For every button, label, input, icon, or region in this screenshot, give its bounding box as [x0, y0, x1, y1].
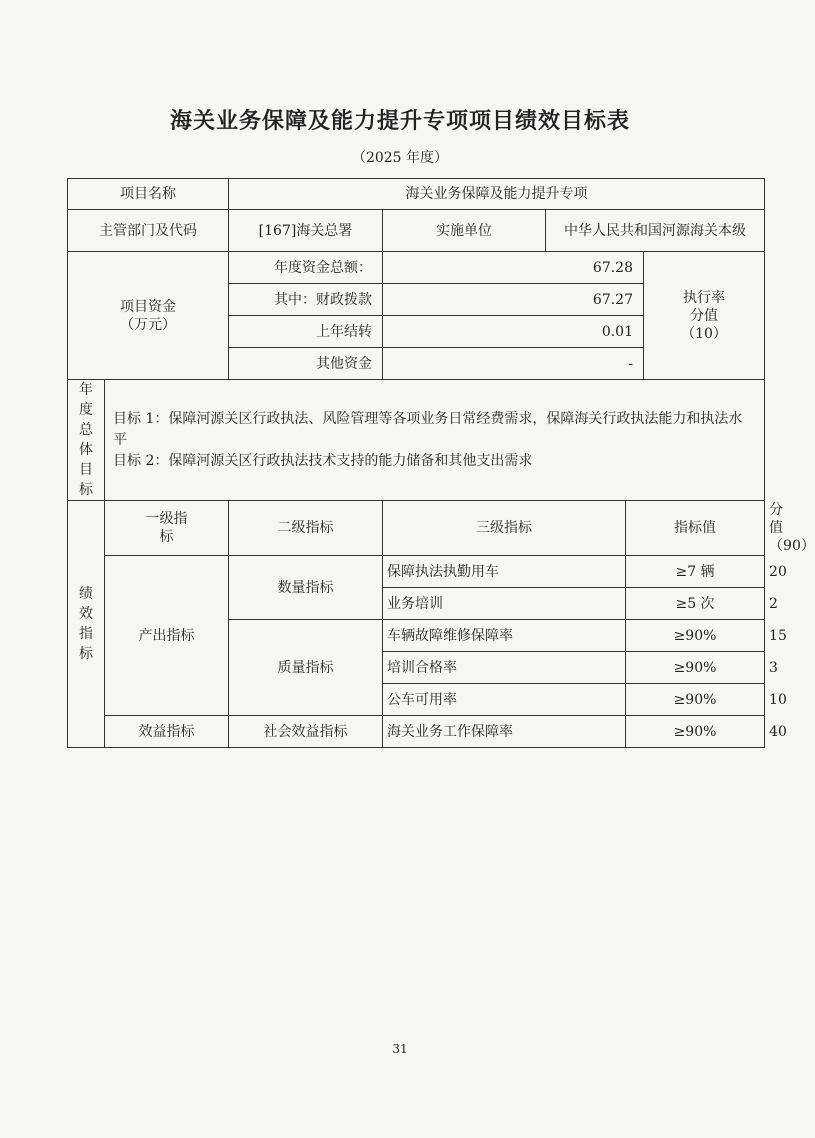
indicator-row-3-name: 车辆故障维修保障率 — [383, 620, 626, 652]
indicators-section-label-text: 绩效指标 — [79, 586, 93, 662]
fund-other-value: - — [383, 348, 644, 380]
indicator-row-5-value: ≥90% — [626, 684, 765, 716]
fund-total-value: 67.28 — [383, 252, 644, 284]
project-name-label: 项目名称 — [68, 179, 229, 210]
page-subtitle: （2025 年度） — [351, 150, 449, 166]
indicator-row-2-value: ≥5 次 — [626, 588, 765, 620]
exec-rate-cell — [644, 252, 765, 380]
project-name-value: 海关业务保障及能力提升专项 — [229, 179, 765, 210]
annual-goals-label-text: 年度总体目标 — [79, 382, 93, 498]
indicator-row-4-name: 培训合格率 — [383, 652, 626, 684]
indicator-row-6-value: ≥90% — [626, 716, 765, 748]
header-value: 指标值 — [626, 501, 765, 556]
indicators-section-label — [68, 501, 105, 748]
impl-unit-label: 实施单位 — [383, 210, 546, 252]
indicator-row-6-name: 海关业务工作保障率 — [383, 716, 626, 748]
exec-rate-label: 执行率 — [683, 289, 726, 306]
exec-score-value: （10） — [681, 325, 727, 342]
quantity-indicator-label: 数量指标 — [229, 556, 383, 620]
output-indicator-label: 产出指标 — [105, 556, 229, 716]
annual-goals-label — [68, 380, 105, 501]
indicator-row-1-value: ≥7 辆 — [626, 556, 765, 588]
goal-2: 目标 2：保障河源关区行政执法技术支持的能力储备和其他支出需求 — [113, 452, 533, 469]
quality-indicator-label: 质量指标 — [229, 620, 383, 716]
header-level3: 三级指标 — [383, 501, 626, 556]
fund-fiscal-value: 67.27 — [383, 284, 644, 316]
impl-unit-value: 中华人民共和国河源海关本级 — [546, 210, 765, 252]
fund-total-label: 年度资金总额： — [229, 252, 383, 284]
fund-carryover-value: 0.01 — [383, 316, 644, 348]
fund-other-label: 其他资金 — [229, 348, 383, 380]
funds-label: 项目资金 — [120, 298, 176, 315]
indicator-row-3-value: ≥90% — [626, 620, 765, 652]
indicator-row-4-value: ≥90% — [626, 652, 765, 684]
social-benefit-label: 社会效益指标 — [229, 716, 383, 748]
annual-goals-text — [105, 380, 765, 501]
indicator-row-1-name: 保障执法执勤用车 — [383, 556, 626, 588]
dept-label: 主管部门及代码 — [68, 210, 229, 252]
page-title: 海关业务保障及能力提升专项项目绩效目标表 — [169, 109, 630, 134]
performance-table: 项目名称 海关业务保障及能力提升专项 主管部门及代码 [167]海关总署 实施单位 中华人民共和国河源海关本级 项目资金 （万元） 年度资金总额： 67.28 执行率 分值 （10） 其中：财政拨款 67.27 上年结转 0.01 其他资金 - 年度总体目标 目标 1：保障河源关区行政执法、风险管理等各项业务日常经费需求，保障海关行政执法能力和执法水平 目标 2：保障河源关区行政执法技术支持的能力储备和其他支出需求 绩效指标 一级指标 二级指标 三级指标 指标值 分值 （90） 产出指标 数量指标 保障执法执勤用车 ≥7 辆 20 业务培训 ≥5 次 2 质量指标 车辆故障维修保障率 ≥90% 15 培训合格率 ≥90% 3 公车可用率 ≥90% 10 效益指标 社会效益指标 海关业务工作保障率 ≥90% 40 — [67, 178, 765, 748]
indicator-row-2-name: 业务培训 — [383, 588, 626, 620]
header-level1: 一级指标 — [105, 501, 229, 556]
funds-unit: （万元） — [120, 316, 176, 333]
exec-score-label: 分值 — [690, 307, 719, 324]
goal-1: 目标 1：保障河源关区行政执法、风险管理等各项业务日常经费需求，保障海关行政执法能力和执法水平 — [113, 410, 743, 448]
fund-carryover-label: 上年结转 — [229, 316, 383, 348]
dept-value: [167]海关总署 — [229, 210, 383, 252]
benefit-indicator-label: 效益指标 — [105, 716, 229, 748]
indicator-row-5-name: 公车可用率 — [383, 684, 626, 716]
fund-fiscal-label: 其中：财政拨款 — [229, 284, 383, 316]
header-level2: 二级指标 — [229, 501, 383, 556]
page-number: 31 — [392, 1042, 408, 1056]
funds-label-cell — [68, 252, 229, 380]
